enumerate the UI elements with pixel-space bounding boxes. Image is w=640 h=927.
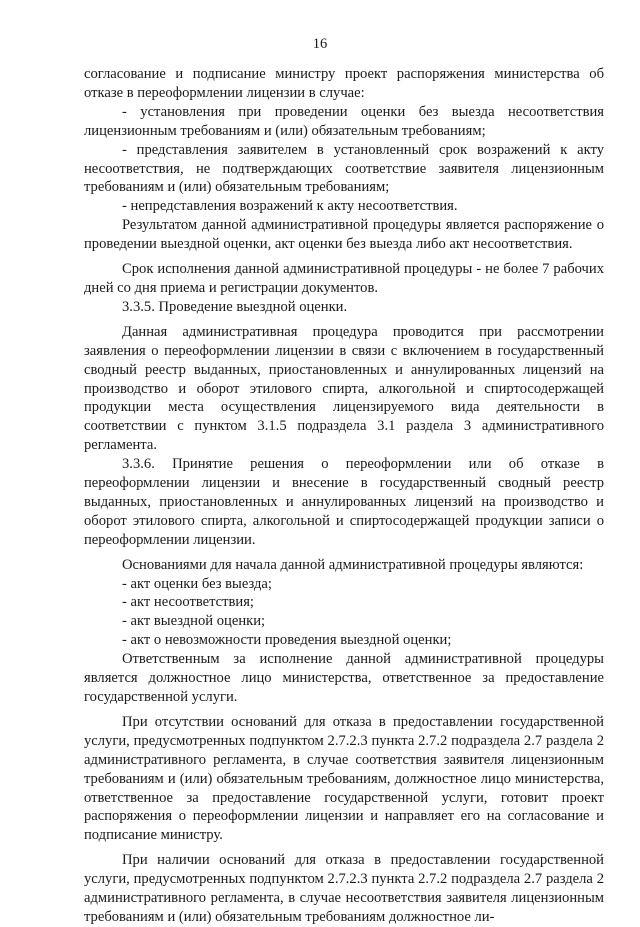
paragraph: При отсутствии оснований для отказа в предоставлении государственной услуги, предусмотренных подпунктом 2.7.2.3 пункта 2.7.2 подраздела 2.7 раздела 2 административного регламента, в случае соответствия заявителя лицензионным требованиям и (или) обязательным требованиям, должностное лицо министерства, ответственное за предоставление государственной услуги, готовит проект распоряжения о переоформлении лицензии и направляет его на согласование и подписание министру. [84, 713, 604, 844]
section-heading: 3.3.5. Проведение выездной оценки. [122, 298, 348, 315]
page-number: 16 [312, 36, 328, 52]
document-body [84, 65, 604, 927]
section-heading: 3.3.6. Принятие решения о переоформлении или об отказе в переоформлении лицензии и внесение в государственный сводный реестр выданных, приостановленных и аннулированных лицензий на производство и оборот этилового спирта, алкогольной и спиртосодержащей продукции записи о переоформлении лицензии. [84, 456, 604, 548]
paragraph: Результатом данной административной процедуры является распоряжение о проведении выездной оценки, акт оценки без выезда либо акт несоответствия. [84, 217, 604, 253]
paragraph: При наличии оснований для отказа в предоставлении государственной услуги, предусмотренных подпунктом 2.7.2.3 пункта 2.7.2 подраздела 2.7 раздела 2 административного регламента, в случае несоответствия заявителя лицензионным требованиям и (или) обязательным требованиям должностное ли- [84, 852, 604, 925]
list-item: - непредставления возражений к акту несоответствия. [122, 198, 458, 215]
list-item: - акт несоответствия; [122, 594, 254, 611]
paragraph: Данная административная процедура проводится при рассмотрении заявления о переоформлении лицензии в связи с включением в государственный сводный реестр выданных, приостановленных и аннулированных лицензий на производство и оборот этилового спирта, алкогольной и спиртосодержащей продукции места осуществления лицензируемого вида деятельности в соответствии с пунктом 3.1.5 подраздела 3.1 раздела 3 административного регламента. [84, 323, 604, 454]
paragraph: Основаниями для начала данной административной процедуры являются: [122, 556, 584, 573]
paragraph: Ответственным за исполнение данной административной процедуры является должностное лицо министерства, ответственное за предоставление государственной услуги. [84, 651, 604, 705]
paragraph: согласование и подписание министру проект распоряжения министерства об отказе в переоформлении лицензии в случае: [84, 66, 604, 101]
list-item: - установления при проведении оценки без выезда несоответствия лицензионным требованиям и (или) обязательным требованиям; [84, 103, 604, 139]
paragraph: Срок исполнения данной административной процедуры - не более 7 рабочих дней со дня приема и регистрации документов. [84, 261, 604, 296]
list-item: - представления заявителем в установленный срок возражений к акту несоответствия, не подтверждающих соответствие заявителя лицензионным требованиям и (или) обязательным требованиям; [84, 141, 604, 196]
list-item: - акт выездной оценки; [122, 613, 266, 630]
list-item: - акт о невозможности проведения выездной оценки; [122, 632, 452, 649]
list-item: - акт оценки без выезда; [122, 575, 272, 592]
